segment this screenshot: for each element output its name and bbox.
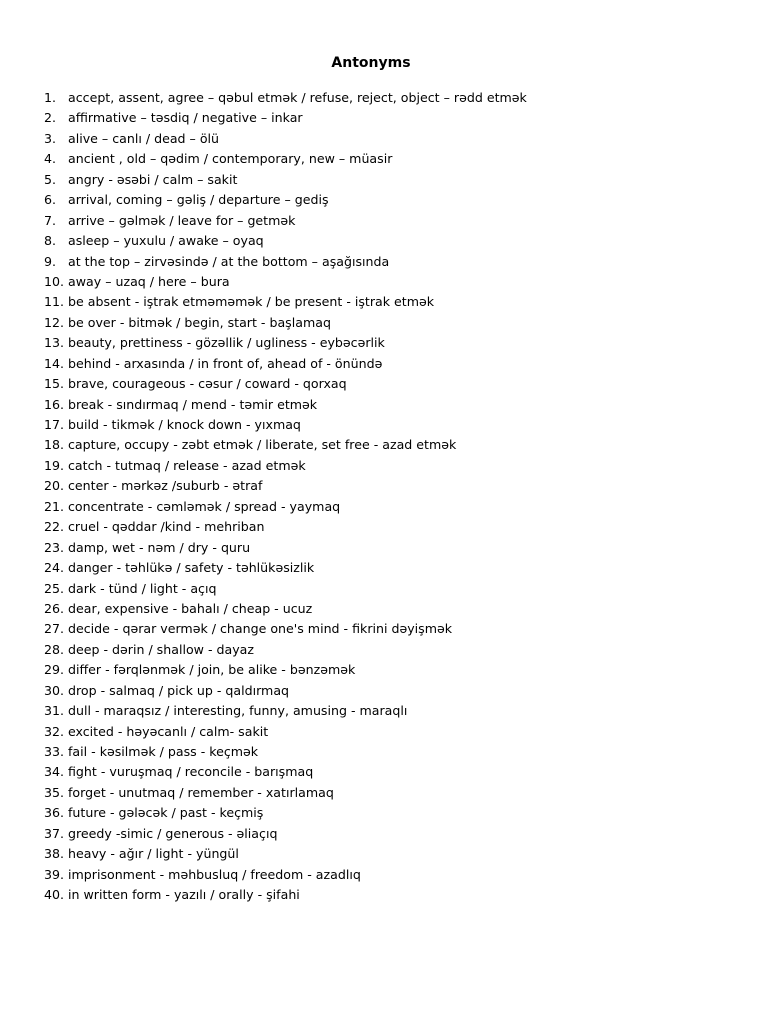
- list-item: [44, 170, 734, 190]
- list-item: [44, 149, 734, 169]
- list-item-number: 27.: [44, 621, 65, 637]
- list-item: [44, 803, 734, 823]
- list-item-number: 30.: [44, 682, 65, 698]
- list-item-number: 6.: [44, 192, 57, 208]
- list-item-text: cruel - qəddar /kind - mehriban: [68, 519, 265, 535]
- list-item: [44, 762, 734, 782]
- list-item: [44, 354, 734, 374]
- list-item-text: ancient , old – qədim / contemporary, new – müasir: [68, 151, 393, 167]
- list-item: [44, 824, 734, 844]
- list-item-number: 37.: [44, 825, 65, 841]
- list-item: [44, 231, 734, 251]
- list-item-number: 35.: [44, 784, 65, 800]
- list-item-text: danger - təhlükə / safety - təhlükəsizlik: [68, 560, 315, 576]
- list-item-text: break - sındırmaq / mend - təmir etmək: [68, 396, 318, 412]
- list-item: [44, 783, 734, 803]
- list-item-number: 11.: [44, 294, 65, 310]
- list-item-number: 28.: [44, 641, 65, 657]
- list-item: [44, 88, 734, 108]
- list-item-number: 39.: [44, 866, 65, 882]
- list-item-number: 9.: [44, 253, 57, 269]
- list-item-number: 21.: [44, 498, 65, 514]
- list-item: [44, 619, 734, 639]
- list-item: [44, 844, 734, 864]
- list-item: [44, 701, 734, 721]
- list-item: [44, 558, 734, 578]
- list-item-text: fight - vuruşmaq / reconcile - barışmaq: [68, 764, 314, 780]
- list-item-number: 22.: [44, 519, 65, 535]
- list-item-text: in written form - yazılı / orally - şifahi: [68, 887, 300, 903]
- list-item-number: 2.: [44, 110, 57, 126]
- list-item-text: affirmative – təsdiq / negative – inkar: [68, 110, 303, 126]
- list-item: [44, 722, 734, 742]
- list-item-text: fail - kəsilmək / pass - keçmək: [68, 744, 259, 759]
- list-item-number: 14.: [44, 355, 65, 371]
- list-item: [44, 865, 734, 885]
- list-item-text: dear, expensive - bahalı / cheap - ucuz: [68, 600, 313, 616]
- list-item-text: build - tikmək / knock down - yıxmaq: [68, 417, 301, 432]
- list-item-number: 31.: [44, 703, 65, 719]
- list-item: [44, 885, 734, 905]
- list-item-text: deep - dərin / shallow - dayaz: [68, 641, 254, 657]
- list-item-number: 25.: [44, 580, 65, 596]
- list-item-number: 12.: [44, 314, 65, 330]
- list-item-text: differ - fərqlənmək / join, be alike - bənzəmək: [68, 662, 356, 678]
- list-item: [44, 599, 734, 619]
- list-item-number: 36.: [44, 805, 65, 821]
- list-item-text: forget - unutmaq / remember - xatırlamaq: [68, 784, 334, 800]
- list-item-text: asleep – yuxulu / awake – oyaq: [68, 233, 264, 249]
- list-item-number: 4.: [44, 151, 57, 167]
- list-item: [44, 497, 734, 517]
- list-item-text: center - mərkəz /suburb - ətraf: [68, 478, 263, 494]
- list-item-text: be absent - iştrak etməməmək / be present - iştrak etmək: [68, 294, 435, 310]
- antonym-list: [44, 88, 734, 906]
- list-item-text: accept, assent, agree – qəbul etmək / refuse, reject, object – rədd etmək: [68, 90, 527, 105]
- list-item: [44, 211, 734, 231]
- list-item-text: brave, courageous - cəsur / coward - qorxaq: [68, 376, 347, 392]
- list-item-number: 18.: [44, 437, 65, 453]
- list-item: [44, 517, 734, 537]
- list-item: [44, 292, 734, 312]
- list-item-number: 5.: [44, 171, 57, 187]
- page-title: Antonyms: [331, 55, 411, 71]
- list-item: [44, 456, 734, 476]
- list-item: [44, 538, 734, 558]
- list-item-number: 13.: [44, 335, 65, 351]
- list-item-text: catch - tutmaq / release - azad etmək: [68, 457, 306, 473]
- list-item-number: 15.: [44, 376, 65, 392]
- list-item-text: imprisonment - məhbusluq / freedom - azadlıq: [68, 866, 361, 882]
- list-item-text: drop - salmaq / pick up - qaldırmaq: [68, 682, 290, 698]
- list-item-text: behind - arxasında / in front of, ahead of - önündə: [68, 355, 383, 371]
- list-item: [44, 681, 734, 701]
- list-item: [44, 435, 734, 455]
- list-item: [44, 252, 734, 272]
- list-item: [44, 476, 734, 496]
- list-item: [44, 313, 734, 333]
- list-item-number: 33.: [44, 744, 65, 759]
- list-item-number: 24.: [44, 560, 65, 576]
- list-item-text: be over - bitmək / begin, start - başlamaq: [68, 314, 331, 330]
- list-item: [44, 374, 734, 394]
- list-item-text: alive – canlı / dead – ölü: [68, 130, 220, 146]
- list-item-number: 10.: [44, 273, 65, 289]
- list-item-number: 20.: [44, 478, 65, 494]
- list-item-number: 32.: [44, 723, 65, 739]
- list-item-text: at the top – zirvəsində / at the bottom – aşağısında: [68, 253, 390, 269]
- list-item-text: damp, wet - nəm / dry - quru: [68, 539, 251, 555]
- list-item: [44, 660, 734, 680]
- list-item-text: dull - maraqsız / interesting, funny, amusing - maraqlı: [68, 703, 408, 719]
- list-item-text: heavy - ağır / light - yüngül: [68, 846, 239, 862]
- list-item-text: excited - həyəcanlı / calm- sakit: [68, 723, 269, 739]
- list-item: [44, 742, 734, 762]
- list-item-text: concentrate - cəmləmək / spread - yaymaq: [68, 498, 341, 514]
- list-item: [44, 579, 734, 599]
- list-item-number: 29.: [44, 662, 65, 678]
- list-item-text: dark - tünd / light - açıq: [68, 580, 217, 596]
- list-item: [44, 415, 734, 435]
- list-item-text: arrive – gəlmək / leave for – getmək: [68, 212, 296, 228]
- list-item: [44, 108, 734, 128]
- list-item-text: decide - qərar vermək / change one's mind - fikrini dəyişmək: [68, 621, 453, 637]
- list-item-text: capture, occupy - zəbt etmək / liberate, set free - azad etmək: [68, 437, 457, 453]
- list-item-number: 7.: [44, 212, 57, 228]
- list-item: [44, 129, 734, 149]
- list-item-number: 34.: [44, 764, 65, 780]
- list-item-number: 38.: [44, 846, 65, 862]
- list-item-text: angry - əsəbi / calm – sakit: [68, 171, 238, 187]
- list-item-number: 3.: [44, 130, 57, 146]
- list-item-number: 1.: [44, 90, 57, 105]
- list-item-number: 40.: [44, 887, 65, 903]
- list-item-number: 17.: [44, 417, 65, 432]
- list-item: [44, 333, 734, 353]
- list-item-number: 19.: [44, 457, 65, 473]
- list-item: [44, 395, 734, 415]
- list-item-text: arrival, coming – gəliş / departure – gediş: [68, 192, 329, 208]
- list-item: [44, 640, 734, 660]
- list-item-text: future - gələcək / past - keçmiş: [68, 805, 264, 821]
- list-item-number: 8.: [44, 233, 57, 249]
- list-item-number: 23.: [44, 539, 65, 555]
- list-item: [44, 272, 734, 292]
- list-item-text: beauty, prettiness - gözəllik / ugliness - eybəcərlik: [68, 335, 385, 351]
- list-item-number: 26.: [44, 600, 65, 616]
- list-item: [44, 190, 734, 210]
- list-item-text: greedy -simic / generous - əliaçıq: [68, 825, 278, 841]
- list-item-text: away – uzaq / here – bura: [68, 273, 230, 289]
- list-item-number: 16.: [44, 396, 65, 412]
